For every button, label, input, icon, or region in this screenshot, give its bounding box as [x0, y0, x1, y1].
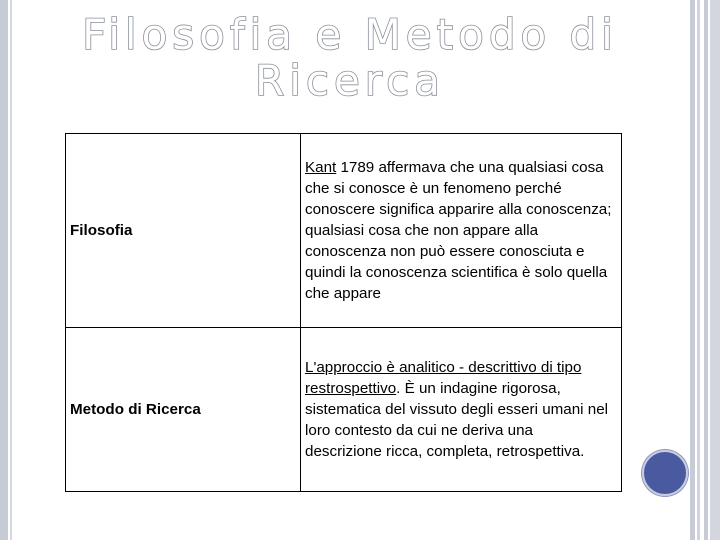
decorative-circle — [642, 450, 688, 496]
slide-title-line2: Ricerca — [255, 56, 445, 105]
row-label: Metodo di Ricerca — [66, 328, 301, 492]
row-label: Filosofia — [66, 134, 301, 328]
table-row — [66, 134, 622, 328]
row-text-lead: L'approccio è analitico - descrittivo di tipo restrospettivo — [305, 359, 582, 397]
row-text-body: 1789 affermava che una qualsiasi cosa che si conosce è un fenomeno perché conoscere significa apparire alla conoscenza; qualsiasi cosa che non appare alla conoscenza non può essere conosciuta e quindi la conoscenza scientifica è solo quella che appare — [305, 159, 612, 302]
row-text — [301, 328, 622, 492]
right-rail-decoration — [690, 0, 695, 540]
slide-title — [20, 12, 680, 104]
right-rail-decoration — [697, 0, 700, 540]
row-text — [301, 134, 622, 328]
left-rail-decoration — [0, 0, 8, 540]
row-text-lead: Kant — [305, 159, 337, 176]
slide-title-line1: Filosofia e Metodo di — [82, 10, 618, 59]
content-table — [65, 133, 622, 492]
right-rail-decoration — [704, 0, 708, 540]
row-text-body: . È un indagine rigorosa, sistematica del vissuto degli esseri umani nel loro contesto da cui ne deriva una descrizione ricca, completa, retrospettiva. — [305, 380, 609, 460]
table-row — [66, 328, 622, 492]
right-rail-decoration — [710, 0, 720, 540]
left-rail-line — [10, 0, 12, 540]
